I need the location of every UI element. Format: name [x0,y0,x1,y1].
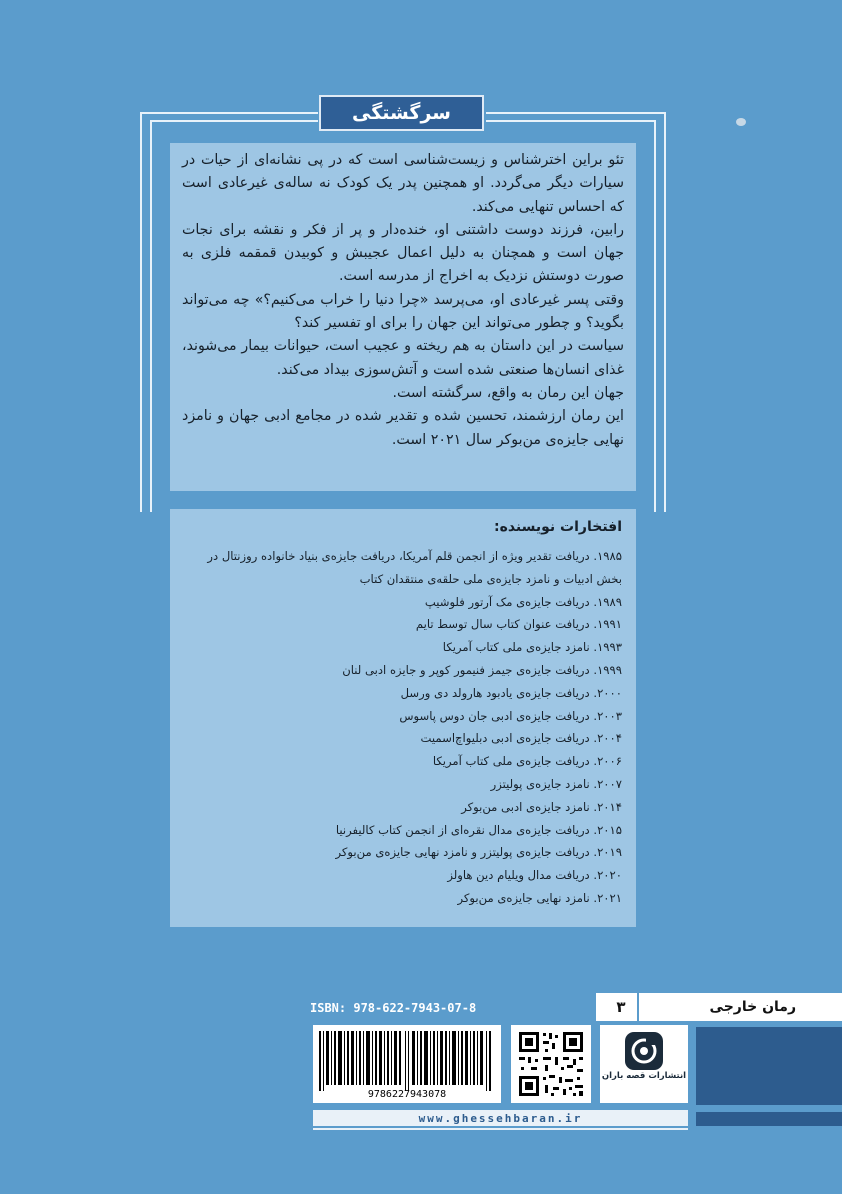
honor-item: ۱۹۹۱. دریافت عنوان کتاب سال توسط تایم [415,617,622,632]
honor-item: ۲۰۰۷. نامزد جایزه‌ی پولیتزر [490,776,622,791]
publisher-logo-icon [624,1031,664,1071]
description-paragraph: رابین، فرزند دوست داشتنی او، خنده‌دار و پر از فکر و نقشه برای نجات جهان است و همچنان به دلیل اعمال عجیبش و کوبیدن قمقمه فلزی به صورت دوستش نزدیک به اخراج از مدرسه است. [182,221,624,285]
barcode [313,1025,501,1103]
frame-line-top-left [140,112,318,114]
publisher-logo [600,1025,688,1103]
description-paragraph: این رمان ارزشمند، تحسین شده و تقدیر شده در مجامع ادبی جهان و نامزد نهایی جایزه‌ی من‌بوکر سال ۲۰۲۱ است. [182,408,624,448]
honor-item: ۲۰۰۶. دریافت جایزه‌ی ملی کتاب آمریکا [432,754,622,769]
series-number: ۳ [605,993,639,1021]
book-description [170,143,636,491]
frame-line-right-inner [654,120,656,512]
corner-mark [736,118,746,126]
website-bar [313,1110,688,1126]
honor-item: ۲۰۱۹. دریافت جایزه‌ی پولیتزر و نامزد نهایی جایزه‌ی من‌بوکر [335,845,622,860]
color-strip [696,1112,842,1126]
description-paragraph: تئو براین اخترشناس و زیست‌شناسی است که در پی نشانه‌ای از حیات در سیارات دیگر می‌گردد. او همچنین پدر یک کودک نه ساله‌ی غیرعادی است که احساس تنهایی می‌کند. [182,152,624,215]
frame-line-top-left-inner [150,120,318,122]
honor-item: ۱۹۸۹. دریافت جایزه‌ی مک آرتور فلوشیپ [424,594,622,609]
book-title: سرگشتگی [319,95,484,131]
description-paragraph: وقتی پسر غیرعادی او، می‌پرسد «چرا دنیا را خراب می‌کنیم؟» چه می‌تواند بگوید؟ و چطور می‌تواند این جهان را برای او تفسیر کند؟ [182,291,624,332]
series-label: رمان خارجی [596,993,842,1021]
color-block [696,1027,842,1105]
frame-line-left-inner [150,120,152,512]
description-paragraph: جهان این رمان به واقع، سرگشته است. [392,384,624,401]
honor-item: ۲۰۲۰. دریافت مدال ویلیام دین هاولز [447,868,622,883]
website-url[interactable]: www.ghessehbaran.ir [418,1111,583,1125]
author-honors [170,509,636,927]
honor-item: ۱۹۸۵. دریافت تقدیر ویژه از انجمن قلم آمریکا، دریافت جایزه‌ی بنیاد خانواده روزنتال در بخش ادبیات و نامزد جایزه‌ی ملی حلقه‌ی منتقدان کتاب [207,549,622,586]
honor-item: ۲۰۱۴. نامزد جایزه‌ی ادبی من‌بوکر [461,799,622,814]
frame-line-left-outer [140,112,142,512]
barcode-number: 9786227943078 [367,1089,447,1100]
frame-line-top-right-inner [486,120,656,122]
honor-item: ۲۰۰۳. دریافت جایزه‌ی ادبی جان دوس پاسوس [399,708,622,723]
qr-code [511,1025,591,1103]
honor-item: ۱۹۹۹. دریافت جایزه‌ی جیمز فنیمور کوپر و جایزه ادبی لنان [342,662,622,677]
qr-code-icon [511,1025,591,1103]
honor-item: ۲۰۲۱. نامزد نهایی جایزه‌ی من‌بوکر [457,890,622,905]
honors-list [184,545,622,910]
bottom-rule [313,1128,688,1130]
honors-title: افتخارات نویسنده: [493,519,622,535]
honor-item: ۲۰۱۵. دریافت جایزه‌ی مدال نقره‌ای از انجمن کتاب کالیفرنیا [335,822,622,837]
publisher-name: انتشارات قصه باران [601,1071,687,1081]
isbn-text: ISBN: 978-622-7943-07-8 [310,1001,477,1015]
frame-line-top-right [486,112,666,114]
honor-item: ۱۹۹۳. نامزد جایزه‌ی ملی کتاب آمریکا [442,640,622,655]
barcode-icon [313,1029,501,1093]
frame-line-right-outer [664,112,666,512]
honor-item: ۲۰۰۴. دریافت جایزه‌ی ادبی دبلیواچ‌اسمیت [420,731,622,746]
description-paragraph: سیاست در این داستان به هم ریخته و عجیب است، حیوانات بیمار می‌شوند، غذای انسان‌ها صنعتی شده است و آتش‌سوزی بیداد می‌کند. [182,338,624,378]
honor-item: ۲۰۰۰. دریافت جایزه‌ی یادبود هارولد دی ورسل [400,685,622,700]
